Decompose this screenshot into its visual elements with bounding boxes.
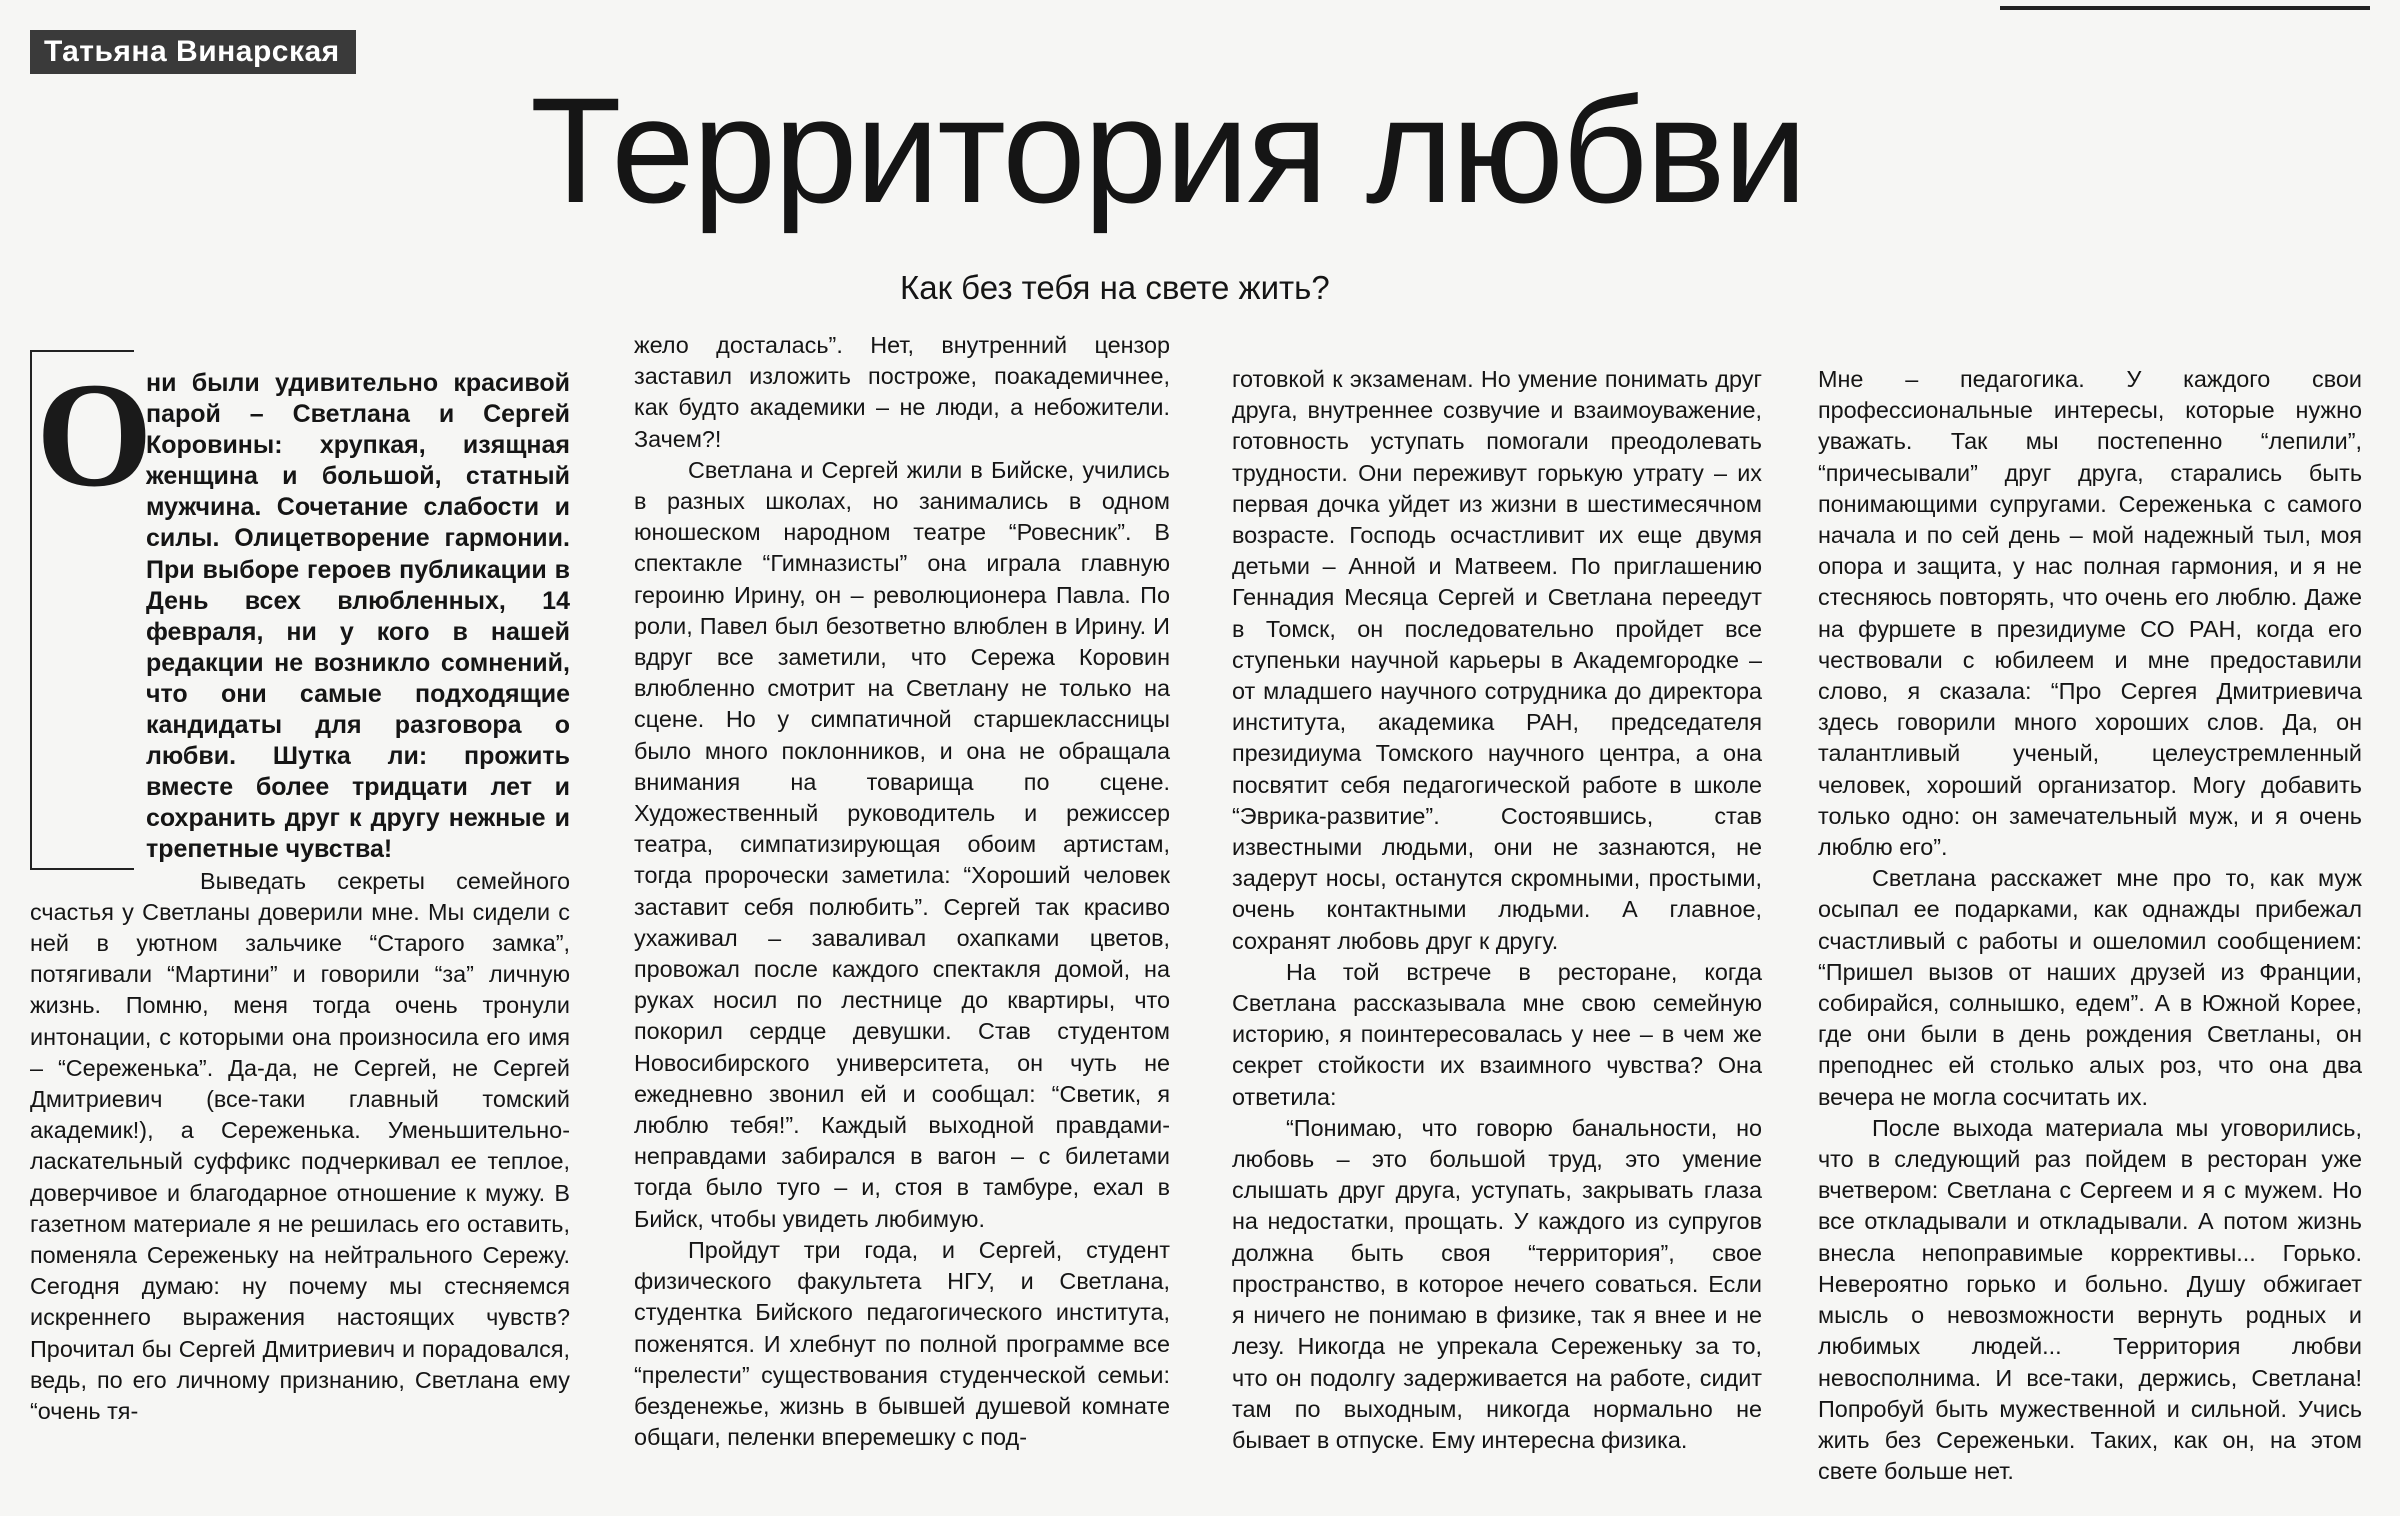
paragraph: Мне – педагогика. У каждого свои профессиональные интересы, которые нужно уважать. Так мы постепенно “лепили”, “причесывали” друг друга, старались быть понимающими супругами. Сереженька с самого начала и по сей день – мой надежный тыл, моя опора и защита, у нас полная гармония, и я не стесняюсь повторять, что очень его люблю. Даже на фуршете в президиуме СО РАН, когда его чествовали с юбилеем и мне предоставили слово, я сказала: “Про Сергея Дмитриевича здесь говорили много хороших слов. Да, он талантливый ученый, целеустремленный человек, хороший организатор. Могу добавить только одно: он замечательный муж, и я очень люблю его”. [1818, 366, 2362, 861]
paragraph: На той встрече в ресторане, когда Светлана рассказывала мне свою семейную историю, я поинтересовалась у нее – в чем же секрет стойкости их взаимного чувства? Она ответила: [1232, 958, 1762, 1110]
paragraph: готовкой к экзаменам. Но умение понимать друг друга, внутреннее созвучие и взаимоуважение, готовность уступать помогали преодолевать трудности. Они переживут горькую утрату – их первая дочка уйдет из жизни в шестимесячном возрасте. Господь осчастливит их еще двумя детьми – Анной и Матвеем. По приглашению Геннадия Месяца Сергей и Светлана переедут в Томск, он последовательно пройдет все ступеньки научной карьеры в Академгородке – от младшего научного сотрудника до директора института, академика РАН, председателя президиума Томского научного центра, а она посвятит себя педагогической работе в школе “Эврика-развитие”. Состоявшись, став известными людьми, они не зазнаются, не задерут носы, останутся скромными, простыми, очень контактными людьми. А главное, сохранят любовь друг к другу. [1232, 366, 1762, 954]
paragraph: Выведать секреты семейного счастья у Светланы доверили мне. Мы сидели с ней в уютном зальчике “Старого замка”, потягивали “Мартини” и говорили “за” личную жизнь. Помню, меня тогда очень тронули интонации, с которыми она произносила его имя – “Сереженька”. Да-да, не Сергей, не Сергей Дмитриевич (все-таки главный томский академик!), а Сереженька. Уменьшительно-ласкательный суффикс подчеркивал ее теплое, доверчивое и благодарное отношение к мужу. В газетном материале я не решилась его оставить, поменяла Сереженьку на нейтрального Сережу. Сегодня думаю: ну почему мы стесняемся искреннего выражения настоящих чувств? Прочитал бы Сергей Дмитриевич и порадовался, ведь, по его личному признанию, Светлана ему “очень тя- [30, 867, 570, 1424]
article-subheadline: Как без тебя на свете жить? [900, 269, 1330, 306]
lead-paragraph: ни были удивительно красивой парой – Светлана и Сергей Коровины: хрупкая, изящная женщина и большой, статный мужчина. Сочетание слабости и силы. Олицетворение гармонии. При выборе героев публикации в День всех влюбленных, 14 февраля, ни у кого в нашей редакции не возникло сомнений, что они самые подходящие кандидаты для разговора о любви. Шутка ли: прожить вместе более тридцати лет и сохранить друг к другу нежные и трепетные чувства! [146, 369, 570, 864]
column-2 [634, 330, 1170, 1453]
article-headline: Территория любви [530, 66, 1806, 234]
paragraph: Светлана расскажет мне про то, как муж осыпал ее подарками, как однажды прибежал счастливый с работы и ошеломил сообщением: “Пришел вызов от наших друзей из Франции, собирайся, солнышко, едем”. А в Южной Корее, где они были в день рождения Светланы, он преподнес ей столько алых роз, что она два вечера не могла сосчитать их. [1818, 865, 2362, 1110]
column-3 [1232, 364, 1762, 1456]
paragraph: “Понимаю, что говорю банальности, но любовь – это большой труд, это умение слышать друг друга, уступать, закрывать глаза на недостатки, прощать. У каждого из супругов должна быть своя “территория”, свое пространство, в которое нечего соваться. Если я ничего не понимаю в физике, так я внее и не лезу. Никогда не упрекала Сереженьку за то, что он подолгу задерживается на работе, сидит там по выходным, никогда нормально не бывает в отпуске. Ему интересна физика. [1232, 1114, 1762, 1453]
author-byline: Татьяна Винарская [30, 30, 356, 74]
top-rule [2000, 6, 2370, 10]
column-1 [30, 326, 570, 1427]
paragraph: жело досталась”. Нет, внутренний цензор заставил изложить построже, поакадемичнее, как будто академики – не люди, а небожители. Зачем?! [634, 332, 1170, 452]
paragraph: После выхода материала мы уговорились, что в следующий раз пойдем в ресторан уже вчетвером: Светлана с Сергеем и я с мужем. Но все откладывали и откладывали. А потом жизнь внесла непоправимые коррективы... Горько. Невероятно горько и больно. Душу обжигает мысль о невозможности вернуть родных и любимых людей... Территория любви невосполнима. И все-таки, держись, Светлана! Попробуй быть мужественной и сильной. Учись жить без Сереженьки. Таких, как он, на этом свете больше нет. [1818, 1114, 2362, 1485]
dropcap-box [30, 350, 153, 870]
column-4 [1818, 364, 2362, 1487]
paragraph: Светлана и Сергей жили в Бийске, учились в разных школах, но занимались в одном юношеском народном театре “Ровесник”. В спектакле “Гимназисты” она играла главную героиню Ирину, он – революционера Павла. По роли, Павел был безответно влюблен в Ирину. И вдруг все заметили, что Сережа Коровин влюбленно смотрит на Светлану не только на сцене. Но у симпатичной старшеклассницы было много поклонников, и она не обращала внимания на товарища по сцене. Художественный руководитель и режиссер театра, симпатизирующая обоим артистам, тогда пророчески заметила: “Хороший человек заставит себя полюбить”. Сергей так красиво ухаживал – заваливал охапками цветов, провожал после каждого спектакля домой, на руках носил по лестнице до квартиры, что покорил сердце девушки. Став студентом Новосибирского университета, он чуть не ежедневно звонил ей и сообщал: “Светик, я люблю тебя!”. Каждый выходной правдами-неправдами забирался в вагон – с билетами тогда было туго – и, стоя в тамбуре, ехал в Бийск, чтобы увидеть любимую. [634, 456, 1170, 1232]
paragraph: Пройдут три года, и Сергей, студент физического факультета НГУ, и Светлана, студентка Бийского педагогического института, поженятся. И хлебнут по полной программе все “прелести” существования студенческой семьи: безденежье, жизнь в бывшей душевой комнате общаги, пеленки вперемешку с под- [634, 1236, 1170, 1451]
dropcap-letter: О [36, 352, 153, 518]
